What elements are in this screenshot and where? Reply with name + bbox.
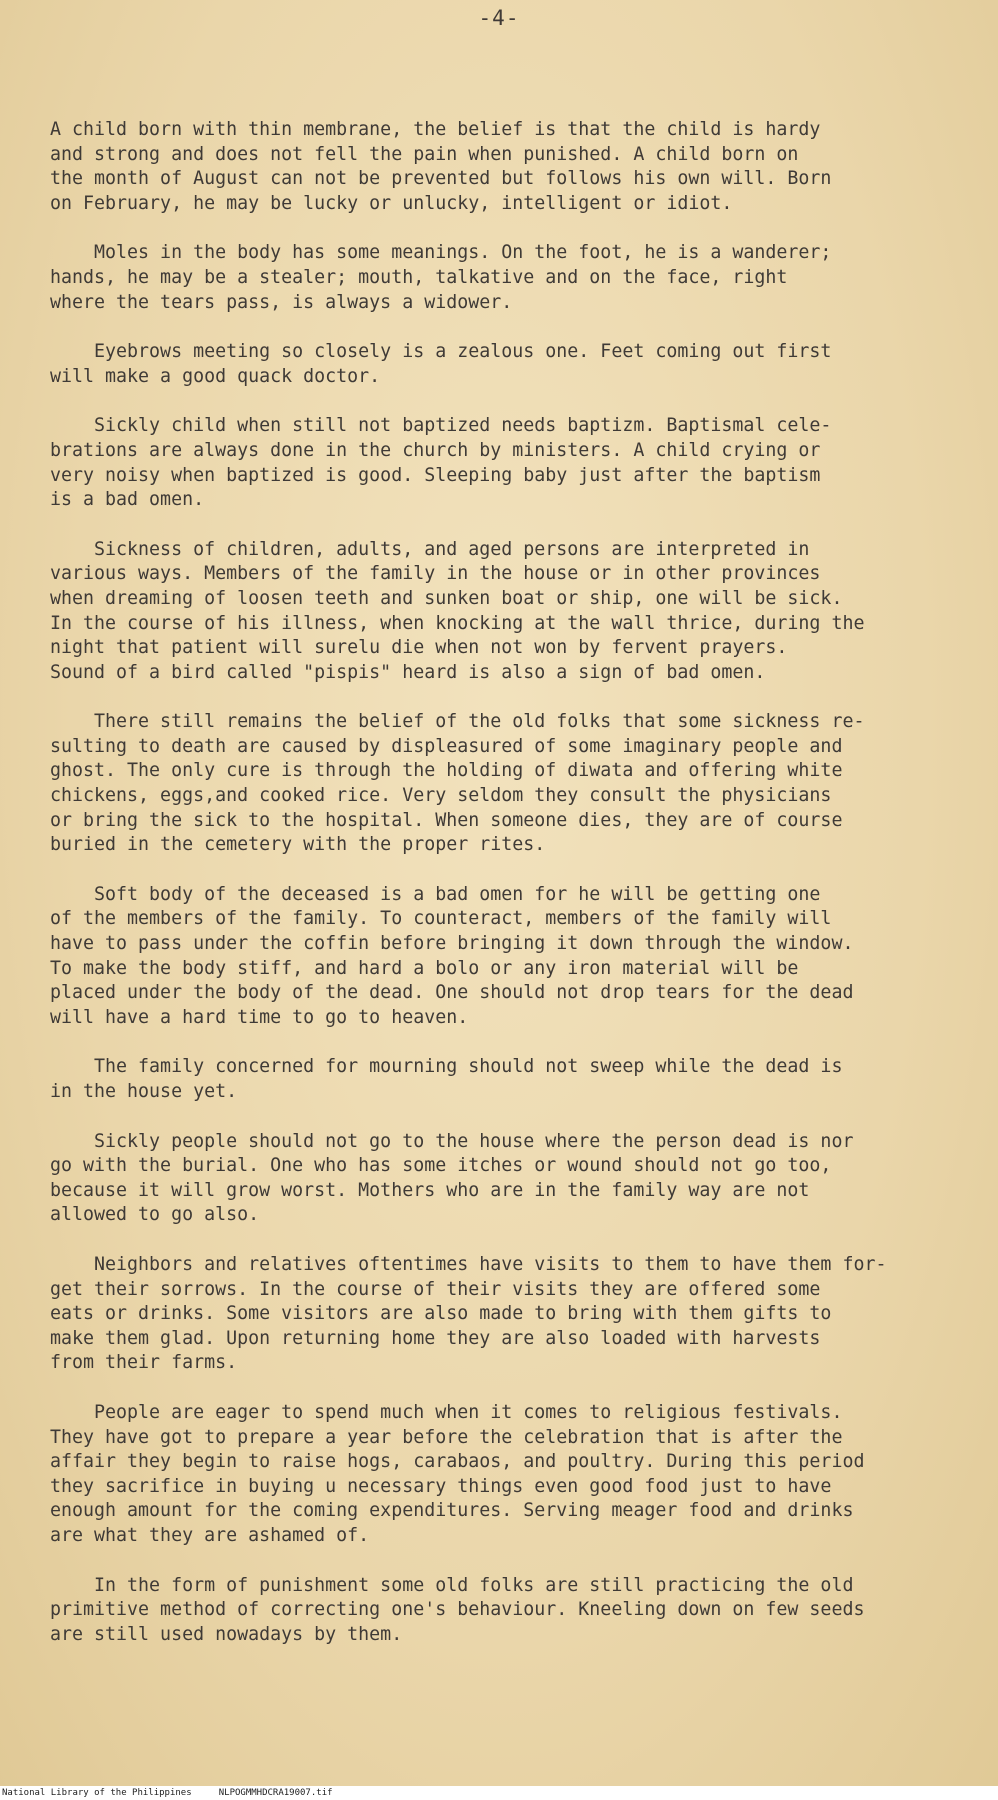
text-line: sulting to death are caused by displeasured of some imaginary people and xyxy=(50,735,843,757)
text-line: enough amount for the coming expenditures. Serving meager food and drinks xyxy=(50,1500,854,1522)
text-line: Sickly people should not go to the house where the person dead is nor xyxy=(50,1130,854,1152)
paragraph xyxy=(50,340,950,389)
text-line: In the form of punishment some old folks are still practicing the old xyxy=(50,1574,854,1596)
text-line: or bring the sick to the hospital. When someone dies, they are of course xyxy=(50,809,843,831)
page-number: -4- xyxy=(478,6,520,30)
text-line: hands, he may be a stealer; mouth, talkative and on the face, right xyxy=(50,266,788,288)
text-line: have to pass under the coffin before bringing it down through the window. xyxy=(50,933,854,955)
text-line: night that patient will surelu die when not won by fervent prayers. xyxy=(50,637,788,659)
document-body xyxy=(50,118,950,1672)
text-line: is a bad omen. xyxy=(50,489,205,511)
text-line: on February, he may be lucky or unlucky, intelligent or idiot. xyxy=(50,192,733,214)
text-line: They have got to prepare a year before the celebration that is after the xyxy=(50,1426,843,1448)
text-line: affair they begin to raise hogs, carabaos, and poultry. During this period xyxy=(50,1451,865,1473)
text-line: go with the burial. One who has some itches or wound should not go too, xyxy=(50,1155,832,1177)
paragraph xyxy=(50,1401,950,1549)
paragraph xyxy=(50,1130,950,1228)
text-line: because it will grow worst. Mothers who are in the family way are not xyxy=(50,1179,810,1201)
text-line: Eyebrows meeting so closely is a zealous one. Feet coming out first xyxy=(50,341,832,363)
text-line: Sound of a bird called "pispis" heard is also a sign of bad omen. xyxy=(50,661,766,683)
text-line: get their sorrows. In the course of their visits they are offered some xyxy=(50,1278,821,1300)
text-line: are what they are ashamed of. xyxy=(50,1524,370,1546)
text-line: A child born with thin membrane, the belief is that the child is hardy xyxy=(50,119,821,140)
text-line: various ways. Members of the family in the house or in other provinces xyxy=(50,563,821,585)
text-line: Moles in the body has some meanings. On the foot, he is a wanderer; xyxy=(50,242,832,264)
paragraph xyxy=(50,1574,950,1648)
text-line: primitive method of correcting one's behaviour. Kneeling down on few seeds xyxy=(50,1599,865,1621)
text-line: will have a hard time to go to heaven. xyxy=(50,1006,469,1028)
text-line: they sacrifice in buying u necessary things even good food just to have xyxy=(50,1475,832,1497)
text-line: brations are always done in the church by ministers. A child crying or xyxy=(50,439,821,461)
paragraph xyxy=(50,710,950,858)
text-line: when dreaming of loosen teeth and sunken boat or ship, one will be sick. xyxy=(50,587,843,609)
text-line: There still remains the belief of the old folks that some sickness re- xyxy=(50,711,865,733)
paragraph xyxy=(50,1055,950,1104)
paragraph xyxy=(50,1253,950,1376)
text-line: Sickly child when still not baptized needs baptizm. Baptismal cele- xyxy=(50,415,832,437)
text-line: In the course of his illness, when knocking at the wall thrice, during the xyxy=(50,612,865,634)
text-line: placed under the body of the dead. One should not drop tears for the dead xyxy=(50,982,854,1004)
text-line: Sickness of children, adults, and aged persons are interpreted in xyxy=(50,538,810,560)
text-line: will make a good quack doctor. xyxy=(50,365,381,387)
paragraph xyxy=(50,241,950,315)
text-line: ghost. The only cure is through the holding of diwata and offering white xyxy=(50,760,843,782)
paragraph xyxy=(50,883,950,1031)
text-line: eats or drinks. Some visitors are also made to bring with them gifts to xyxy=(50,1303,832,1325)
text-line: Soft body of the deceased is a bad omen for he will be getting one xyxy=(50,883,821,905)
text-line: People are eager to spend much when it comes to religious festivals. xyxy=(50,1401,843,1423)
scan-footer: National Library of the Philippines NLPOGMMHDCRA19007.tif xyxy=(0,1786,998,1800)
paragraph xyxy=(50,118,950,216)
text-line: make them glad. Upon returning home they are also loaded with harvests xyxy=(50,1327,821,1349)
text-line: Neighbors and relatives oftentimes have visits to them to have them for- xyxy=(50,1253,887,1275)
text-line: buried in the cemetery with the proper rites. xyxy=(50,834,546,856)
text-line: allowed to go also. xyxy=(50,1204,260,1226)
text-line: very noisy when baptized is good. Sleeping baby just after the baptism xyxy=(50,464,821,486)
paragraph xyxy=(50,538,950,686)
paragraph xyxy=(50,414,950,512)
text-line: and strong and does not fell the pain when punished. A child born on xyxy=(50,143,799,165)
text-line: chickens, eggs,and cooked rice. Very seldom they consult the physicians xyxy=(50,785,832,807)
text-line: of the members of the family. To counteract, members of the family will xyxy=(50,908,832,930)
text-line: the month of August can not be prevented but follows his own will. Born xyxy=(50,168,832,190)
text-line: where the tears pass, is always a widower. xyxy=(50,291,513,313)
text-line: in the house yet. xyxy=(50,1081,238,1102)
text-line: To make the body stiff, and hard a bolo or any iron material will be xyxy=(50,957,799,979)
text-line: The family concerned for mourning should not sweep while the dead is xyxy=(50,1056,843,1078)
text-line: are still used nowadays by them. xyxy=(50,1623,403,1645)
text-line: from their farms. xyxy=(50,1352,238,1374)
